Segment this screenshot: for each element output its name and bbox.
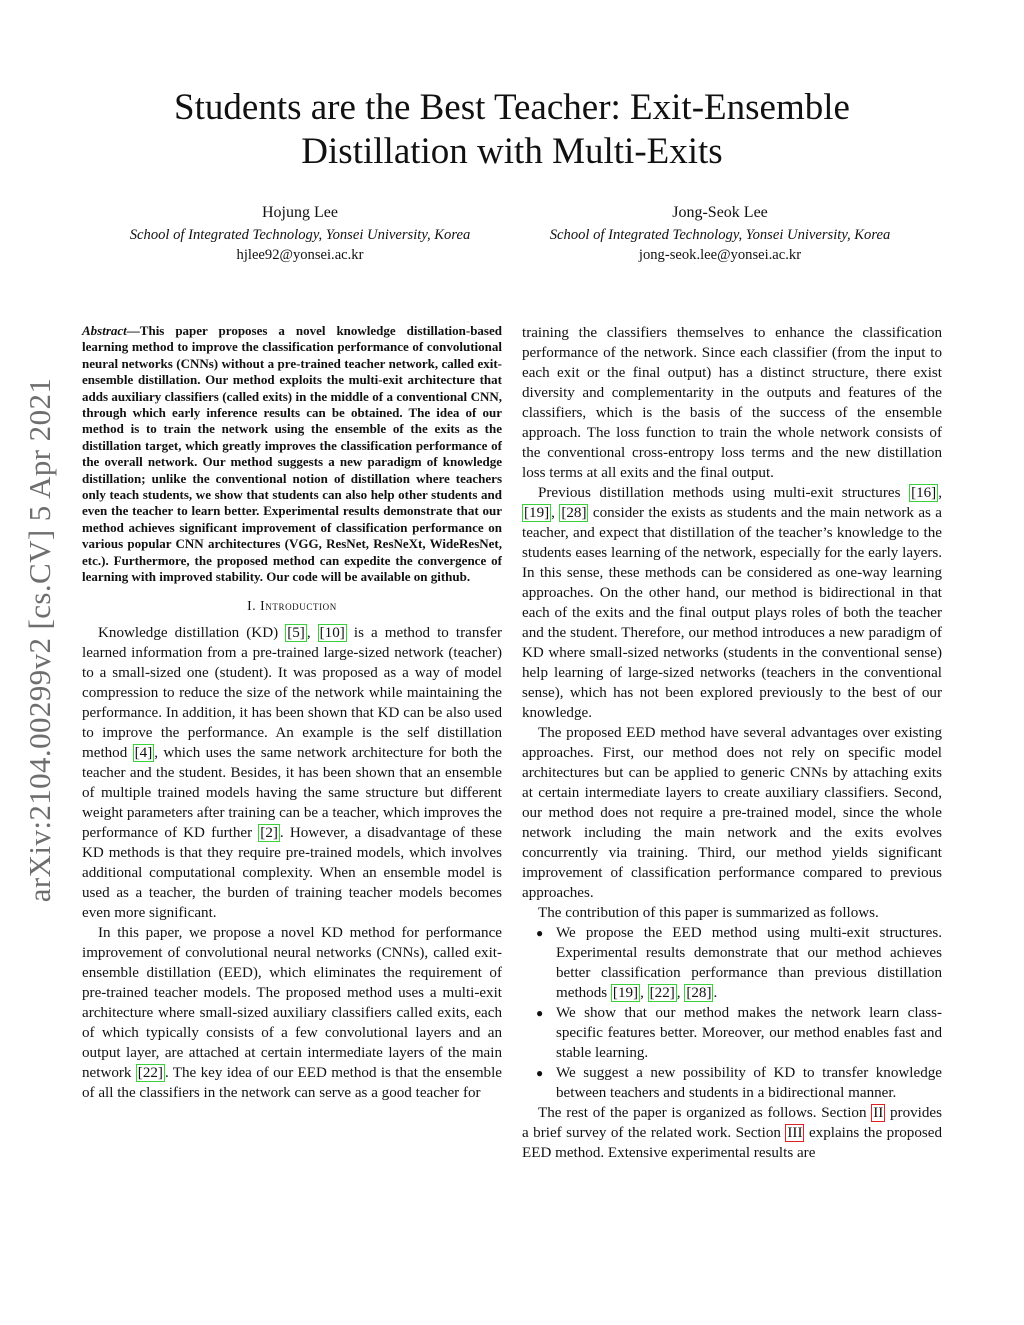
intro-paragraph-3 (522, 483, 942, 723)
author-email: hjlee92@yonsei.ac.kr (236, 247, 364, 263)
text-run: . (713, 985, 718, 1001)
text-run: , (551, 505, 560, 521)
citation-link[interactable]: [22] (137, 1064, 163, 1081)
text-run: Previous distillation methods using multi-exit structures (538, 485, 910, 501)
text-run: consider the exists as students and the main network as a teacher, and expect that distillation of the teacher’s knowledge to the students eases learning of the network, especially for the early layers. In this sense, these methods can be considered as one-way learning approaches. On the other hand, our method is bidirectional in that each of the exits and the final output plays roles of both the teacher and the student. Therefore, our method introduces a new paradigm of KD where small-sized networks (students in the conventional sense) help learning of large-sized networks (teachers in the conventional sense), which has not been explored previously to the best of our knowledge. (522, 505, 943, 721)
abstract-label: Abstract (82, 323, 127, 338)
intro-paragraph-2 (82, 923, 502, 1103)
section-reference-link[interactable]: II (873, 1105, 884, 1121)
text-run: , (676, 985, 685, 1001)
bullet-icon: ● (536, 1006, 544, 1020)
section-heading-introduction: I. Introduction (247, 597, 337, 613)
text-run: , (306, 624, 318, 641)
text-run: , which uses the same network architecture for both the teacher and the student. Besides, it has been shown that an ensemble of multiple trained models having the same structure but different weight parameters after training can be a teacher, which improves the performance of KD further (82, 744, 502, 841)
text-run: , (938, 485, 942, 501)
text-run: The rest of the paper is organized as follows. Section (538, 1105, 872, 1121)
title-line-1: Students are the Best Teacher: Exit-Ensemble (174, 87, 850, 128)
citation-link[interactable]: [4] (134, 744, 153, 761)
text-run: . The key idea of our EED method is that the ensemble of all the classifiers in the network can serve as a good teacher for (82, 1064, 502, 1101)
citation-link[interactable]: [19] (612, 985, 639, 1001)
bullet-icon: ● (536, 926, 544, 940)
abstract-text: —This paper proposes a novel knowledge distillation-based learning method to improve the classification performance of convolutional neural networks (CNNs) without a pre-trained teacher network, called exit-ensemble distillation. Our method exploits the multi-exit architecture that adds auxiliary classifiers (called exits) in the middle of a conventional CNN, through which early inference results can be obtained. The idea of our method is to train the network using the ensemble of the exits as the distillation target, which greatly improves the classification performance of the overall network. Our method suggests a new paradigm of knowledge distillation; unlike the conventional notion of distillation where teachers only teach students, we show that students can also help other students and even the teacher to learn better. Experimental results demonstrate that our method achieves significant improvement of classification performance on various popular CNN architectures (VGG, ResNet, ResNeXt, WideResNet, etc.). Furthermore, the proposed method can expedite the convergence of learning with improved stability. Our code will be available on github. (82, 323, 502, 585)
intro-paragraph-2-continued: training the classifiers themselves to enhance the classification performance of the network. Since each classifier (from the input to each exit or the final output) has a distinct structure, there exist diversity and complementarity in the outputs and features of the classifiers, which is the basis of the success of the ensemble approach. The loss function to train the whole network consists of the conventional cross-entropy loss terms and the new distillation loss terms at all exits and the final output. (522, 325, 942, 481)
citation-link[interactable]: [10] (319, 624, 345, 641)
author-affiliation: School of Integrated Technology, Yonsei University, Korea (129, 227, 471, 243)
right-column (522, 323, 942, 1163)
paper-title (80, 86, 944, 174)
text-run: , (640, 985, 648, 1001)
author-block-2 (510, 203, 930, 265)
list-item (522, 1063, 942, 1103)
title-line-2: Distillation with Multi-Exits (301, 131, 723, 172)
citation-link[interactable]: [28] (686, 985, 712, 1001)
left-column (82, 323, 502, 1103)
text-run: We suggest a new possibility of KD to transfer knowledge between teachers and students in a bidirectional manner. (556, 1065, 942, 1101)
text-run: . However, a disadvantage of these KD methods is that they require pre-trained models, which involves additional computational complexity. When an ensemble model is used as a teacher, the burden of training teacher models becomes even more significant. (82, 824, 502, 921)
bullet-icon: ● (536, 1066, 544, 1080)
citation-link[interactable]: [16] (911, 485, 937, 501)
intro-paragraph-4: The proposed EED method have several advantages over existing approaches. First, our method does not rely on specific model architectures but can be applied to generic CNNs by attaching exits at certain intermediate layers to create auxiliary classifiers. Second, our method does not require a pre-trained model, since the whole network including the main network and the exits evolves concurrently via training. Third, our method yields significant improvement of classification performance compared to previous approaches. (522, 725, 942, 901)
text-run: In this paper, we propose a novel KD method for performance improvement of convolutional neural networks (CNNs), called exit-ensemble distillation (EED), which eliminates the requirement of pre-trained teacher models. The proposed method uses a multi-exit architecture where small-sized auxiliary classifiers called exits, each of which typically consists of a few convolutional layers and an output layer, are attached at certain intermediate layers of the main network (82, 924, 502, 1081)
text-run: explains the proposed EED method. Extensive experimental results are (522, 1125, 942, 1161)
author-email: jong-seok.lee@yonsei.ac.kr (638, 247, 802, 263)
intro-paragraph-1 (82, 623, 502, 923)
citation-link[interactable]: [2] (260, 824, 278, 841)
list-item (522, 923, 942, 1003)
text-run: provides a brief survey of the related work. Section (522, 1105, 942, 1141)
abstract (82, 323, 502, 586)
list-item (522, 1003, 942, 1063)
text-run: Knowledge distillation (KD) (98, 624, 286, 641)
section-reference-link[interactable]: III (787, 1125, 803, 1141)
text-run: We propose the EED method using multi-exit structures. Experimental results demonstrate that our method achieves better classification performance than previous distillation methods (556, 925, 942, 1001)
citation-link[interactable]: [22] (649, 985, 675, 1001)
contribution-list (522, 923, 942, 1103)
citation-link[interactable]: [28] (561, 505, 587, 521)
author-block-1 (90, 203, 510, 265)
text-run: We show that our method makes the network learn class-specific features better. Moreover, our method enables fast and stable learning. (556, 1005, 942, 1061)
arxiv-identifier: arXiv:2104.00299v2 [cs.CV] 5 Apr 2021 (22, 377, 57, 903)
citation-link[interactable]: [5] (287, 624, 305, 641)
author-name: Jong-Seok Lee (672, 204, 768, 221)
citation-link[interactable]: [19] (524, 505, 550, 521)
author-affiliation: School of Integrated Technology, Yonsei University, Korea (549, 227, 891, 243)
author-name: Hojung Lee (262, 204, 338, 221)
intro-paragraph-6 (522, 1103, 942, 1163)
text-run: is a method to transfer learned information from a pre-trained large-sized network (teacher) to a small-sized one (student). It was proposed as a way of model compression to reduce the size of the network while maintaining the performance. In addition, it has been shown that KD can be also used to improve the performance. An example is the self distillation method (82, 624, 503, 761)
intro-paragraph-5: The contribution of this paper is summarized as follows. (538, 905, 879, 921)
